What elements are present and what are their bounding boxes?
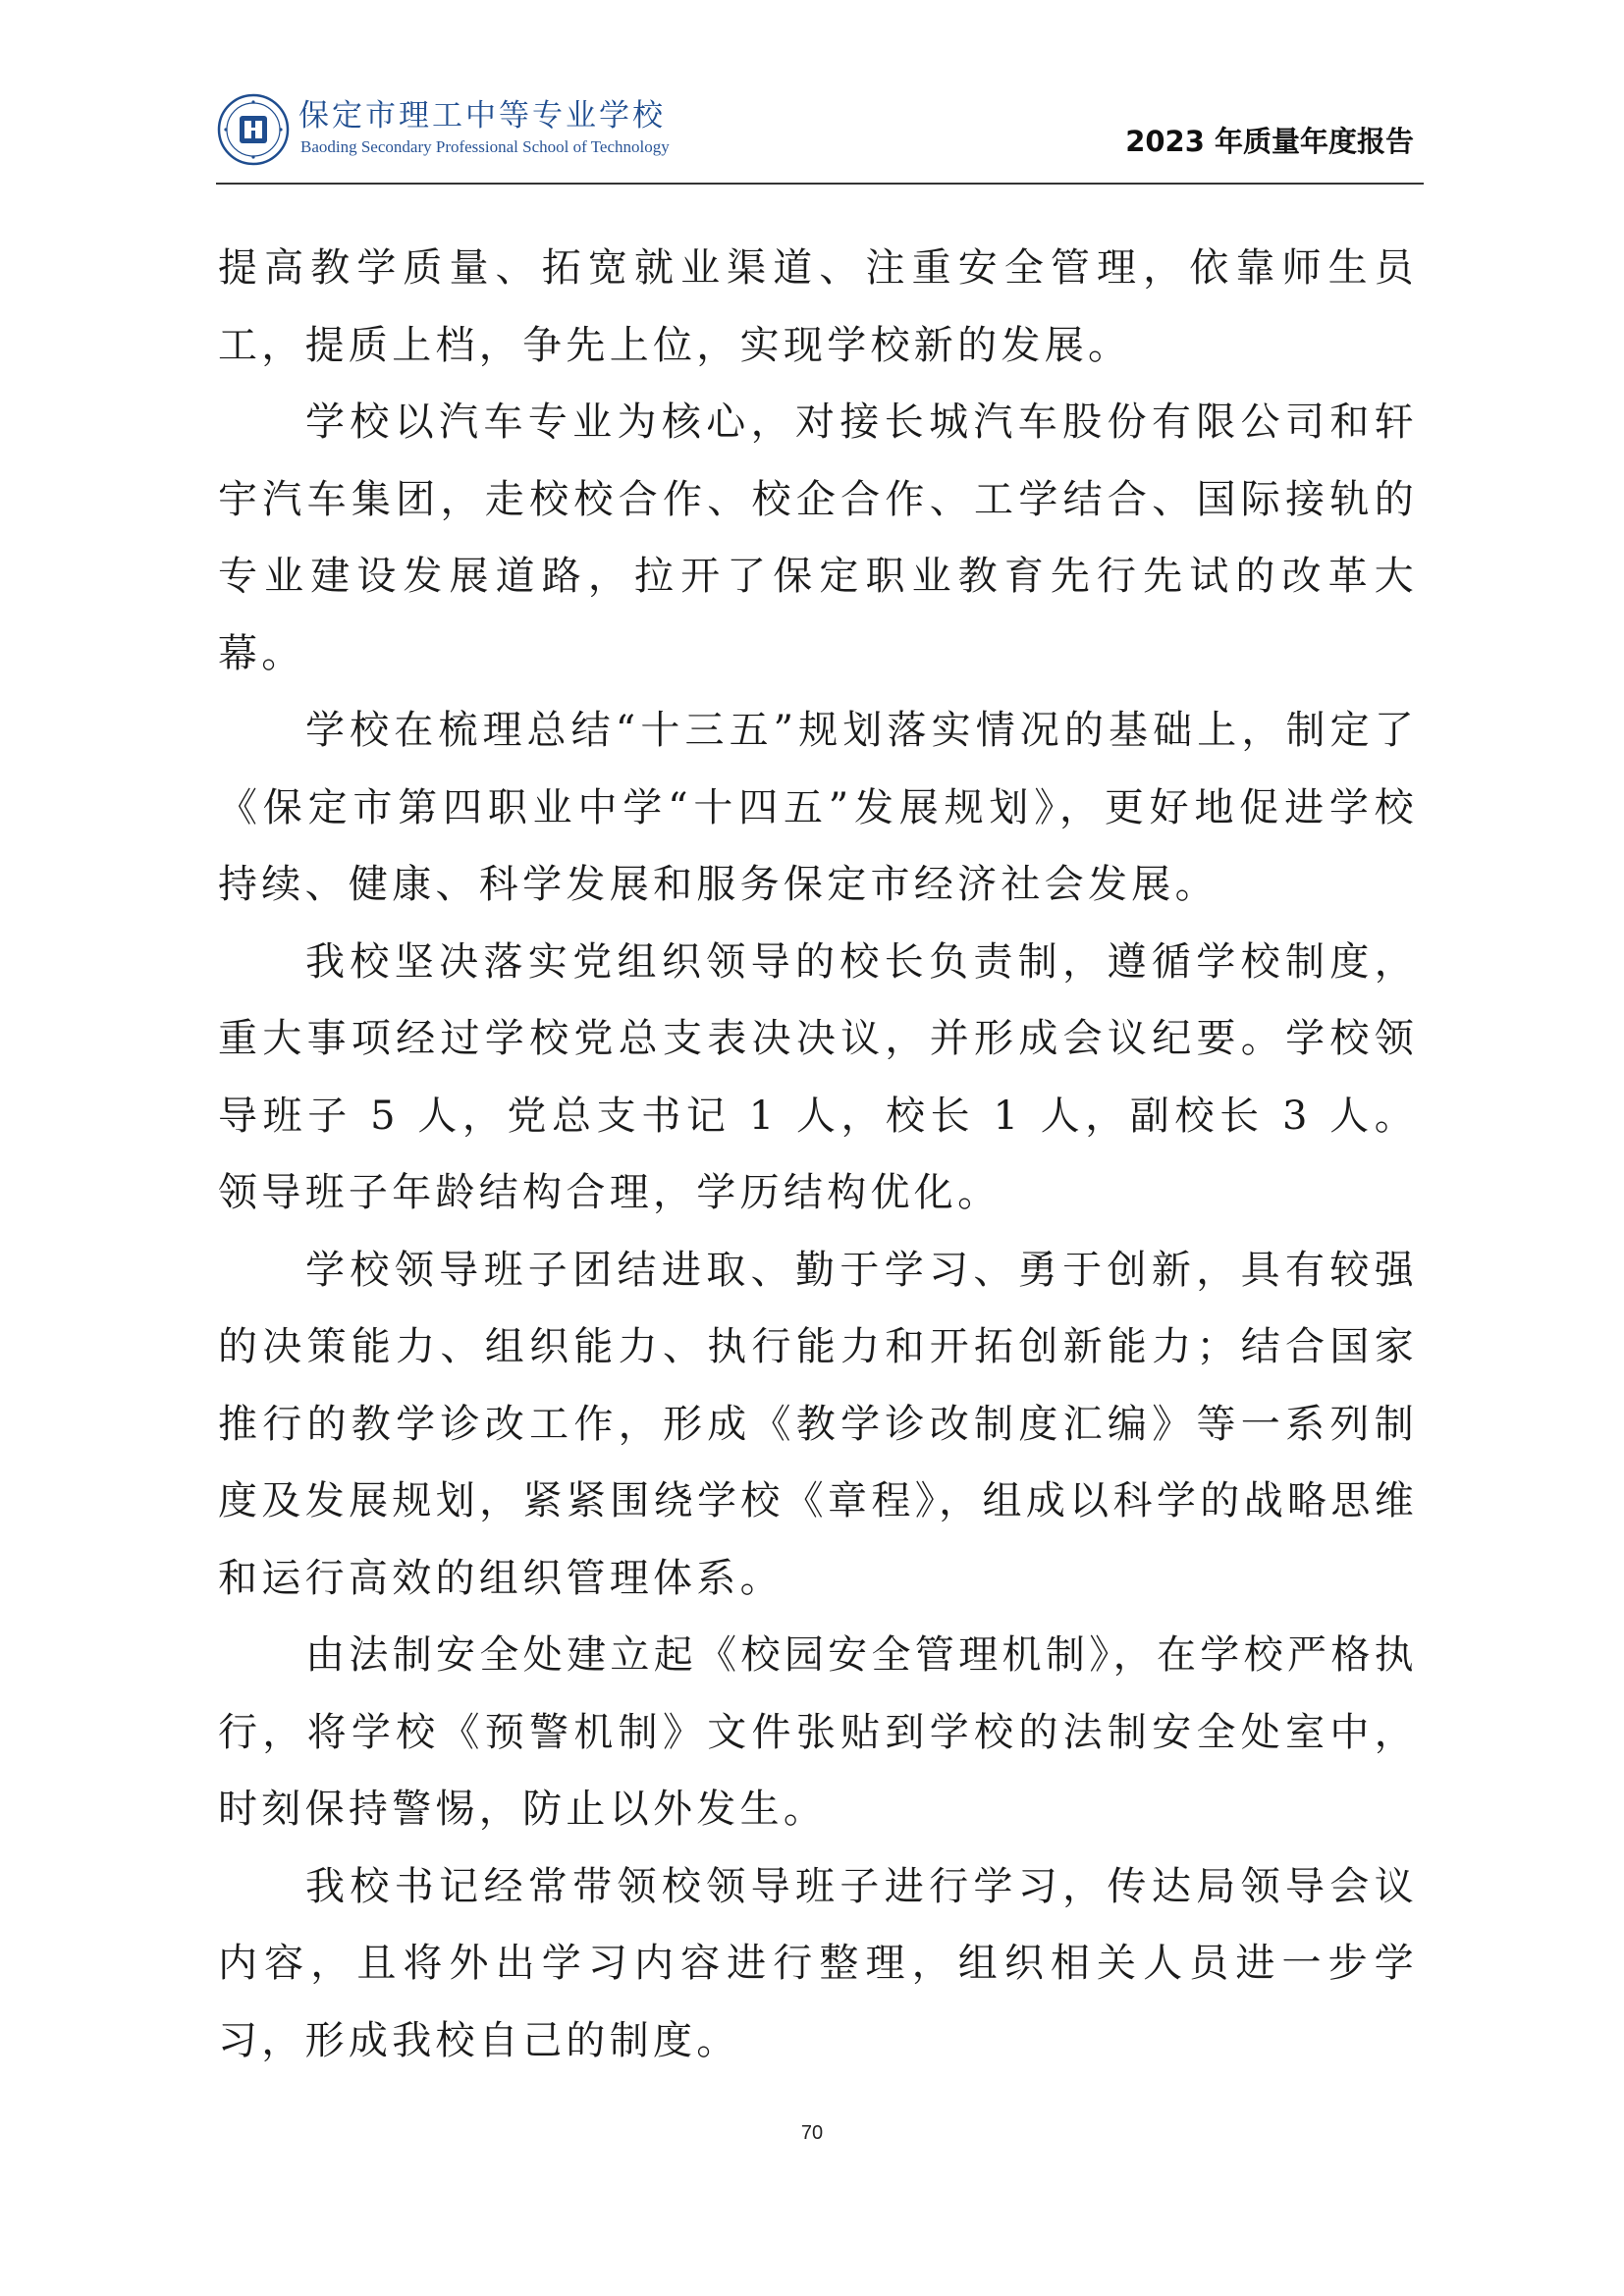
- paragraph-6: 由法制安全处建立起《校园安全管理机制》，在学校严格执行，将学校《预警机制》文件张贴到学校的法制安全处室中，时刻保持警惕，防止以外发生。: [218, 1632, 1418, 1832]
- paragraph-3: 学校在梳理总结“十三五”规划落实情况的基础上，制定了《保定市第四职业中学“十四五”发展规划》，更好地促进学校持续、健康、科学发展和服务保定市经济社会发展。: [218, 708, 1418, 907]
- school-name-chinese: 保定市理工中等专业学校: [298, 98, 666, 133]
- body-text: [218, 230, 1418, 2079]
- school-name-english: Baoding Secondary Professional School of Technology: [300, 137, 670, 156]
- paragraph-2: 学校以汽车专业为核心，对接长城汽车股份有限公司和轩宇汽车集团，走校校合作、校企合作、工学结合、国际接轨的专业建设发展道路，拉开了保定职业教育先行先试的改革大幕。: [218, 400, 1418, 676]
- paragraph-5: 学校领导班子团结进取、勤于学习、勇于创新，具有较强的决策能力、组织能力、执行能力和开拓创新能力；结合国家推行的教学诊改工作，形成《教学诊改制度汇编》等一系列制度及发展规划，紧紧围绕学校《章程》，组成以科学的战略思维和运行高效的组织管理体系。: [218, 1247, 1418, 1601]
- paragraph-4: 我校坚决落实党组织领导的校长负责制，遵循学校制度，重大事项经过学校党总支表决决议，并形成会议纪要。学校领导班子 5 人，党总支书记 1 人，校长 1 人，副校长 3 人。领导班子年龄结构合理，学历结构优化。: [218, 938, 1418, 1215]
- report-title: 2023 年质量年度报告: [1125, 125, 1414, 158]
- page-number: 70: [800, 2122, 824, 2144]
- school-seal-icon: [216, 92, 291, 167]
- header-divider: [216, 183, 1424, 185]
- paragraph-7: 我校书记经常带领校领导班子进行学习，传达局领导会议内容，且将外出学习内容进行整理，组织相关人员进一步学习，形成我校自己的制度。: [218, 1863, 1418, 2063]
- paragraph-1: 提高教学质量、拓宽就业渠道、注重安全管理，依靠师生员工，提质上档，争先上位，实现学校新的发展。: [218, 245, 1418, 368]
- page-header: [216, 90, 1424, 185]
